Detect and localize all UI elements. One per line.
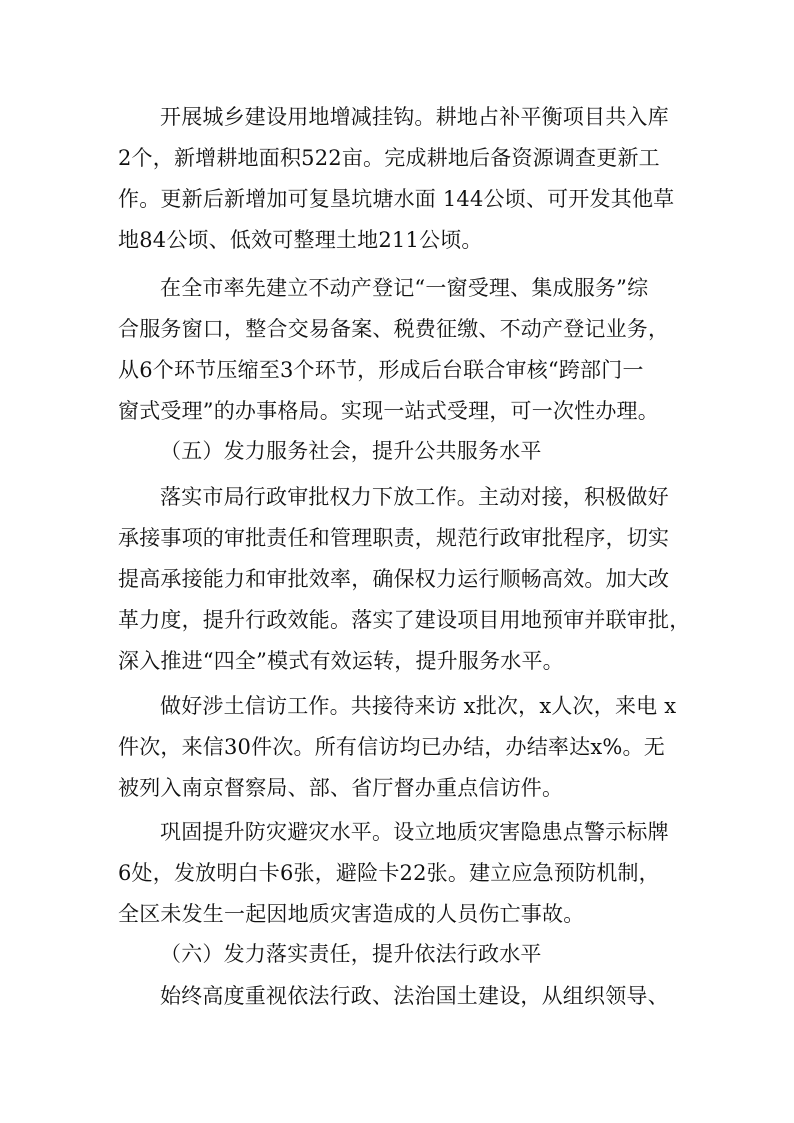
paragraph-line: 提高承接能力和审批效率，确保权力运行顺畅高效。加大改 (118, 567, 670, 591)
paragraph-line: 承接事项的审批责任和管理职责，规范行政审批程序，切实 (118, 526, 670, 550)
paragraph-line: 合服务窗口，整合交易备案、税费征缴、不动产登记业务， (118, 317, 670, 341)
paragraph-line: 巩固提升防灾避灾水平。设立地质灾害隐患点警示标牌 (160, 820, 669, 844)
section-heading: （六）发力落实责任，提升依法行政水平 (160, 942, 542, 966)
paragraph-line: 全区未发生一起因地质灾害造成的人员伤亡事故。 (118, 902, 585, 926)
paragraph-line: 开展城乡建设用地增减挂钩。耕地占补平衡项目共入库 (160, 105, 669, 129)
paragraph-line: 被列入南京督察局、部、省厅督办重点信访件。 (118, 776, 564, 800)
paragraph-line: 地84公顷、低效可整理土地211公顷。 (118, 228, 483, 252)
paragraph-line: 革力度，提升行政效能。落实了建设项目用地预审并联审批， (118, 608, 691, 632)
paragraph-line: 窗式受理”的办事格局。实现一站式受理，可一次性办理。 (118, 399, 659, 423)
paragraph-line: 从6个环节压缩至3个环节，形成后台联合审核“跨部门一 (118, 358, 644, 382)
paragraph-line: 2个，新增耕地面积522亩。完成耕地后备资源调查更新工 (118, 146, 660, 170)
paragraph-line: 始终高度重视依法行政、法治国土建设，从组织领导、 (160, 984, 669, 1008)
paragraph-line: 6处，发放明白卡6张，避险卡22张。建立应急预防机制， (118, 861, 660, 885)
paragraph-line: 落实市局行政审批权力下放工作。主动对接，积极做好 (160, 485, 669, 509)
paragraph-line: 件次，来信30件次。所有信访均已办结，办结率达x%。无 (118, 735, 665, 759)
paragraph-line: 作。更新后新增加可复垦坑塘水面 144公顷、可开发其他草 (118, 187, 675, 211)
paragraph-line: 在全市率先建立不动产登记“一窗受理、集成服务”综 (160, 276, 649, 300)
paragraph-line: 深入推进“四全”模式有效运转，提升服务水平。 (118, 649, 564, 673)
section-heading: （五）发力服务社会，提升公共服务水平 (160, 439, 542, 463)
paragraph-line: 做好涉土信访工作。共接待来访 x批次，x人次，来电 x (160, 694, 677, 718)
